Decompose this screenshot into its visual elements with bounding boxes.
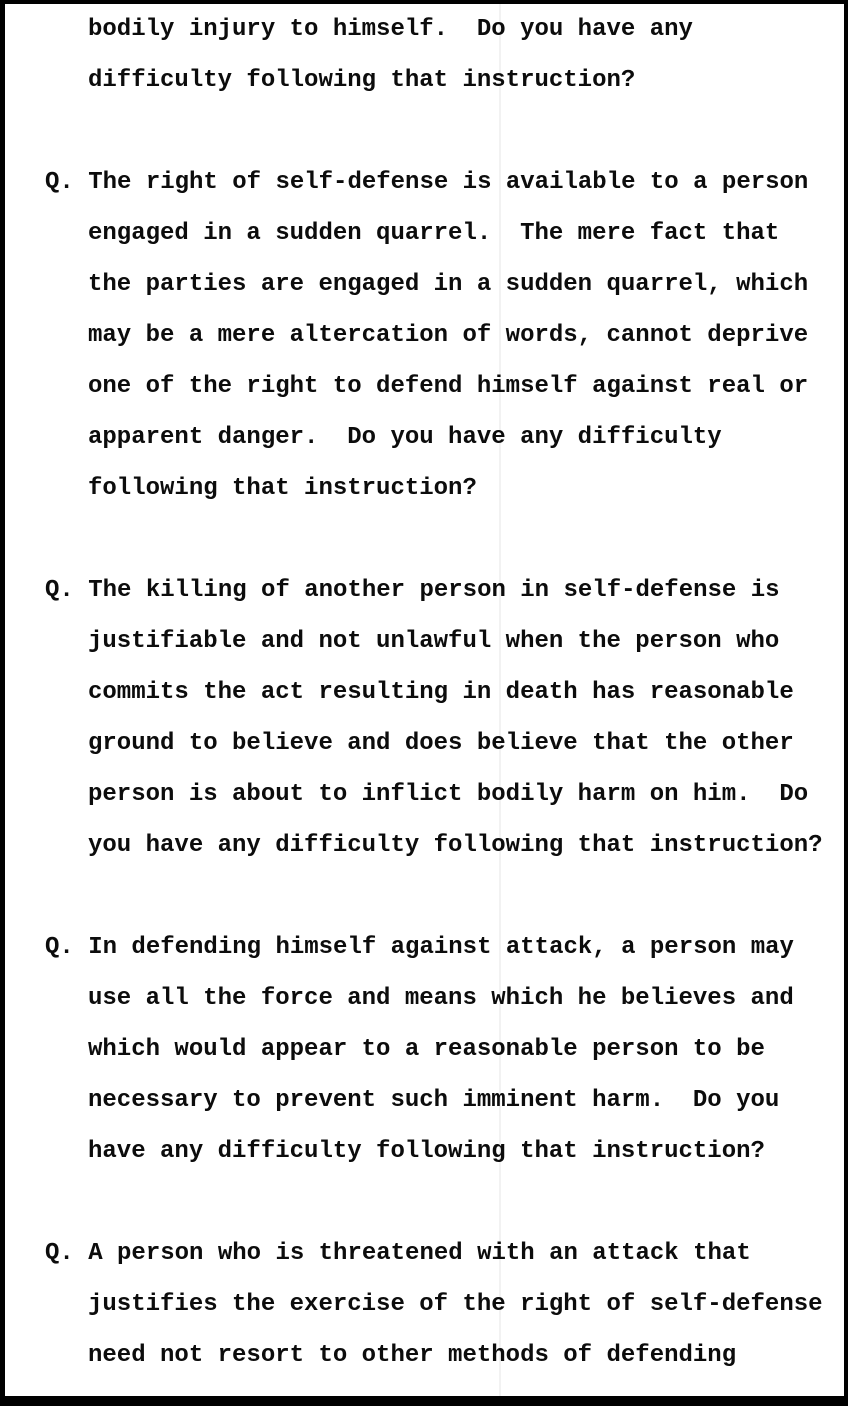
qa-paragraph bbox=[45, 922, 844, 1177]
transcript-line: difficulty following that instruction? bbox=[88, 67, 636, 94]
transcript-line: have any difficulty following that instruction? bbox=[88, 1138, 765, 1165]
transcript-line: use all the force and means which he believes and bbox=[88, 985, 794, 1012]
qa-paragraph bbox=[45, 157, 844, 514]
transcript-line: which would appear to a reasonable person to be bbox=[88, 1036, 765, 1063]
transcript-line: engaged in a sudden quarrel. The mere fact that bbox=[88, 220, 780, 247]
transcript-line: you have any difficulty following that instruction? bbox=[88, 832, 823, 859]
transcript-line: may be a mere altercation of words, cannot deprive bbox=[88, 322, 809, 349]
transcript-line: justifiable and not unlawful when the person who bbox=[88, 628, 780, 655]
transcript-line: the parties are engaged in a sudden quarrel, which bbox=[88, 271, 809, 298]
question-first-line: Q. In defending himself against attack, a person may bbox=[45, 934, 794, 961]
transcript-body bbox=[5, 4, 844, 1381]
transcript-line: following that instruction? bbox=[88, 475, 477, 502]
qa-paragraph bbox=[45, 1228, 844, 1381]
transcript-line: commits the act resulting in death has reasonable bbox=[88, 679, 794, 706]
question-first-line: Q. A person who is threatened with an attack that bbox=[45, 1240, 751, 1267]
transcript-line: need not resort to other methods of defending bbox=[88, 1342, 737, 1369]
transcript-line: necessary to prevent such imminent harm. Do you bbox=[88, 1087, 780, 1114]
transcript-line: person is about to inflict bodily harm on him. Do bbox=[88, 781, 809, 808]
qa-paragraph bbox=[45, 565, 844, 871]
carryover-paragraph bbox=[45, 4, 844, 106]
transcript-line: justifies the exercise of the right of self-defense bbox=[88, 1291, 823, 1318]
transcript-line: ground to believe and does believe that the other bbox=[88, 730, 794, 757]
question-first-line: Q. The killing of another person in self-defense is bbox=[45, 577, 780, 604]
transcript-line: one of the right to defend himself against real or bbox=[88, 373, 809, 400]
transcript-line: bodily injury to himself. Do you have any bbox=[88, 16, 693, 43]
question-first-line: Q. The right of self-defense is available to a person bbox=[45, 169, 809, 196]
transcript-line: apparent danger. Do you have any difficulty bbox=[88, 424, 722, 451]
